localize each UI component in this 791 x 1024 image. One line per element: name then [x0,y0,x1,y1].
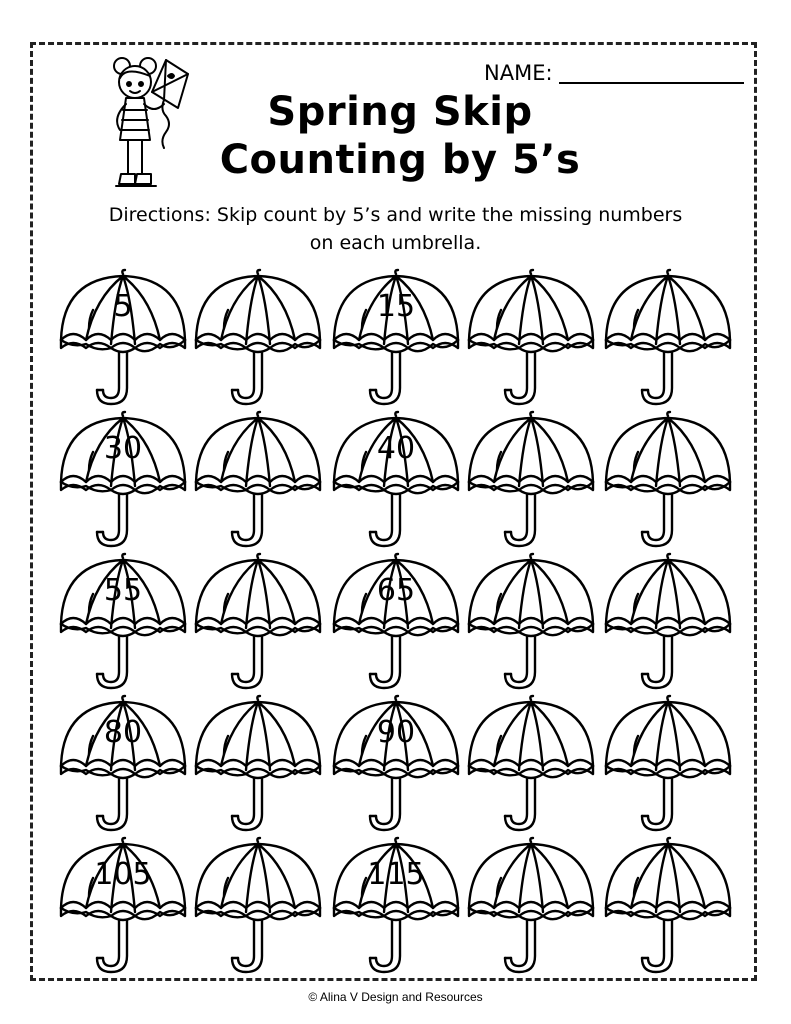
umbrella-icon [463,836,599,976]
umbrella-cell[interactable] [600,694,736,834]
umbrella-number: 15 [376,289,416,324]
umbrella-icon [190,410,326,550]
umbrella-cell [328,836,464,976]
umbrella-icon [463,268,599,408]
umbrella-cell[interactable] [600,268,736,408]
umbrella-cell [328,410,464,550]
umbrella-cell[interactable] [463,410,599,550]
title-line-1: Spring Skip [267,89,533,135]
copyright-footer: © Alina V Design and Resources [308,990,483,1004]
umbrella-cell[interactable] [190,836,326,976]
umbrella-number: 115 [367,857,425,892]
umbrella-icon [600,552,736,692]
umbrella-number: 30 [103,431,143,466]
umbrella-cell [328,694,464,834]
umbrella-cell[interactable] [600,552,736,692]
umbrella-cell[interactable] [190,410,326,550]
umbrella-number: 5 [113,289,133,324]
umbrella-cell [55,410,191,550]
name-label: NAME: [484,61,553,85]
umbrella-icon [600,836,736,976]
umbrella-cell[interactable] [463,694,599,834]
umbrella-cell[interactable] [190,552,326,692]
umbrella-number: 65 [376,573,416,608]
umbrella-cell[interactable] [600,836,736,976]
title-line-2: Counting by 5’s [219,137,581,183]
umbrella-cell [55,552,191,692]
umbrella-icon [190,552,326,692]
umbrella-cell[interactable] [190,694,326,834]
umbrella-number: 90 [376,715,416,750]
umbrella-cell [328,268,464,408]
umbrella-icon [600,268,736,408]
umbrella-cell [55,836,191,976]
umbrella-number: 40 [376,431,416,466]
umbrella-icon [600,410,736,550]
umbrella-cell[interactable] [463,552,599,692]
umbrella-cell[interactable] [463,836,599,976]
umbrella-number: 55 [103,573,143,608]
umbrella-cell[interactable] [190,268,326,408]
umbrella-cell [55,268,191,408]
umbrella-number: 80 [103,715,143,750]
umbrella-cell[interactable] [600,410,736,550]
umbrella-number: 105 [94,857,152,892]
umbrella-icon [463,552,599,692]
directions-line-2: on each umbrella. [309,232,482,254]
directions-line-1: Directions: Skip count by 5’s and write the missing numbers [108,204,683,226]
umbrella-icon [463,694,599,834]
umbrella-cell [55,694,191,834]
umbrella-cell[interactable] [463,268,599,408]
umbrella-icon [190,836,326,976]
umbrella-cell [328,552,464,692]
umbrella-icon [600,694,736,834]
umbrella-icon [190,694,326,834]
umbrella-icon [190,268,326,408]
umbrella-icon [463,410,599,550]
